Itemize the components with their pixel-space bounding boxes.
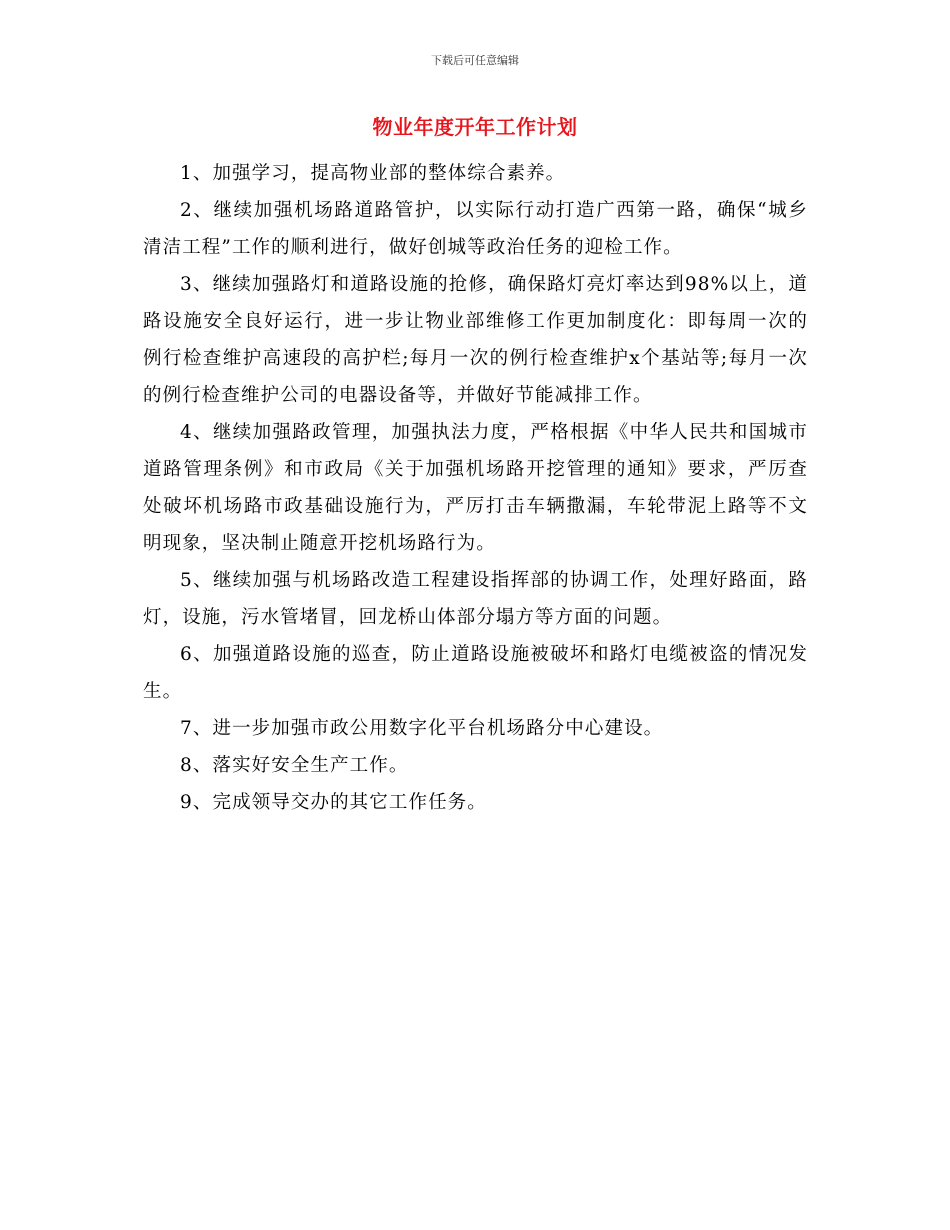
paragraph-8: 8、落实好安全生产工作。 [180,755,409,776]
paragraph-4: 4、继续加强路政管理，加强执法力度，严格根据《中华人民共和国城市道路管理条例》和市政局《关于加强机场路开挖管理的通知》要求，严厉查处破坏机场路市政基础设施行为，严厉打击车辆撒漏，车轮带泥上路等不文明现象，坚决制止随意开挖机场路行为。 [143,422,808,554]
paragraph-1: 1、加强学习，提高物业部的整体综合素养。 [180,163,566,184]
document-body [143,155,808,821]
paragraph-6: 6、加强道路设施的巡查，防止道路设施被破坏和路灯电缆被盗的情况发生。 [143,644,808,702]
paragraph-9: 9、完成领导交办的其它工作任务。 [180,792,487,813]
paragraph-7: 7、进一步加强市政公用数字化平台机场路分中心建设。 [180,718,664,739]
paragraph-3: 3、继续加强路灯和道路设施的抢修，确保路灯亮灯率达到98%以上，道路设施安全良好运行，进一步让物业部维修工作更加制度化：即每周一次的例行检查维护高速段的高护栏;每月一次的例行检查维护x个基站等;每月一次的例行检查维护公司的电器设备等，并做好节能减排工作。 [143,274,808,406]
paragraph-2: 2、继续加强机场路道路管护，以实际行动打造广西第一路，确保“城乡清洁工程”工作的顺利进行，做好创城等政治任务的迎检工作。 [143,200,808,258]
document-title: 物业年度开年工作计划 [372,115,578,139]
header-note: 下载后可任意编辑 [431,54,519,67]
paragraph-5: 5、继续加强与机场路改造工程建设指挥部的协调工作，处理好路面，路灯，设施，污水管堵冒，回龙桥山体部分塌方等方面的问题。 [143,570,808,628]
